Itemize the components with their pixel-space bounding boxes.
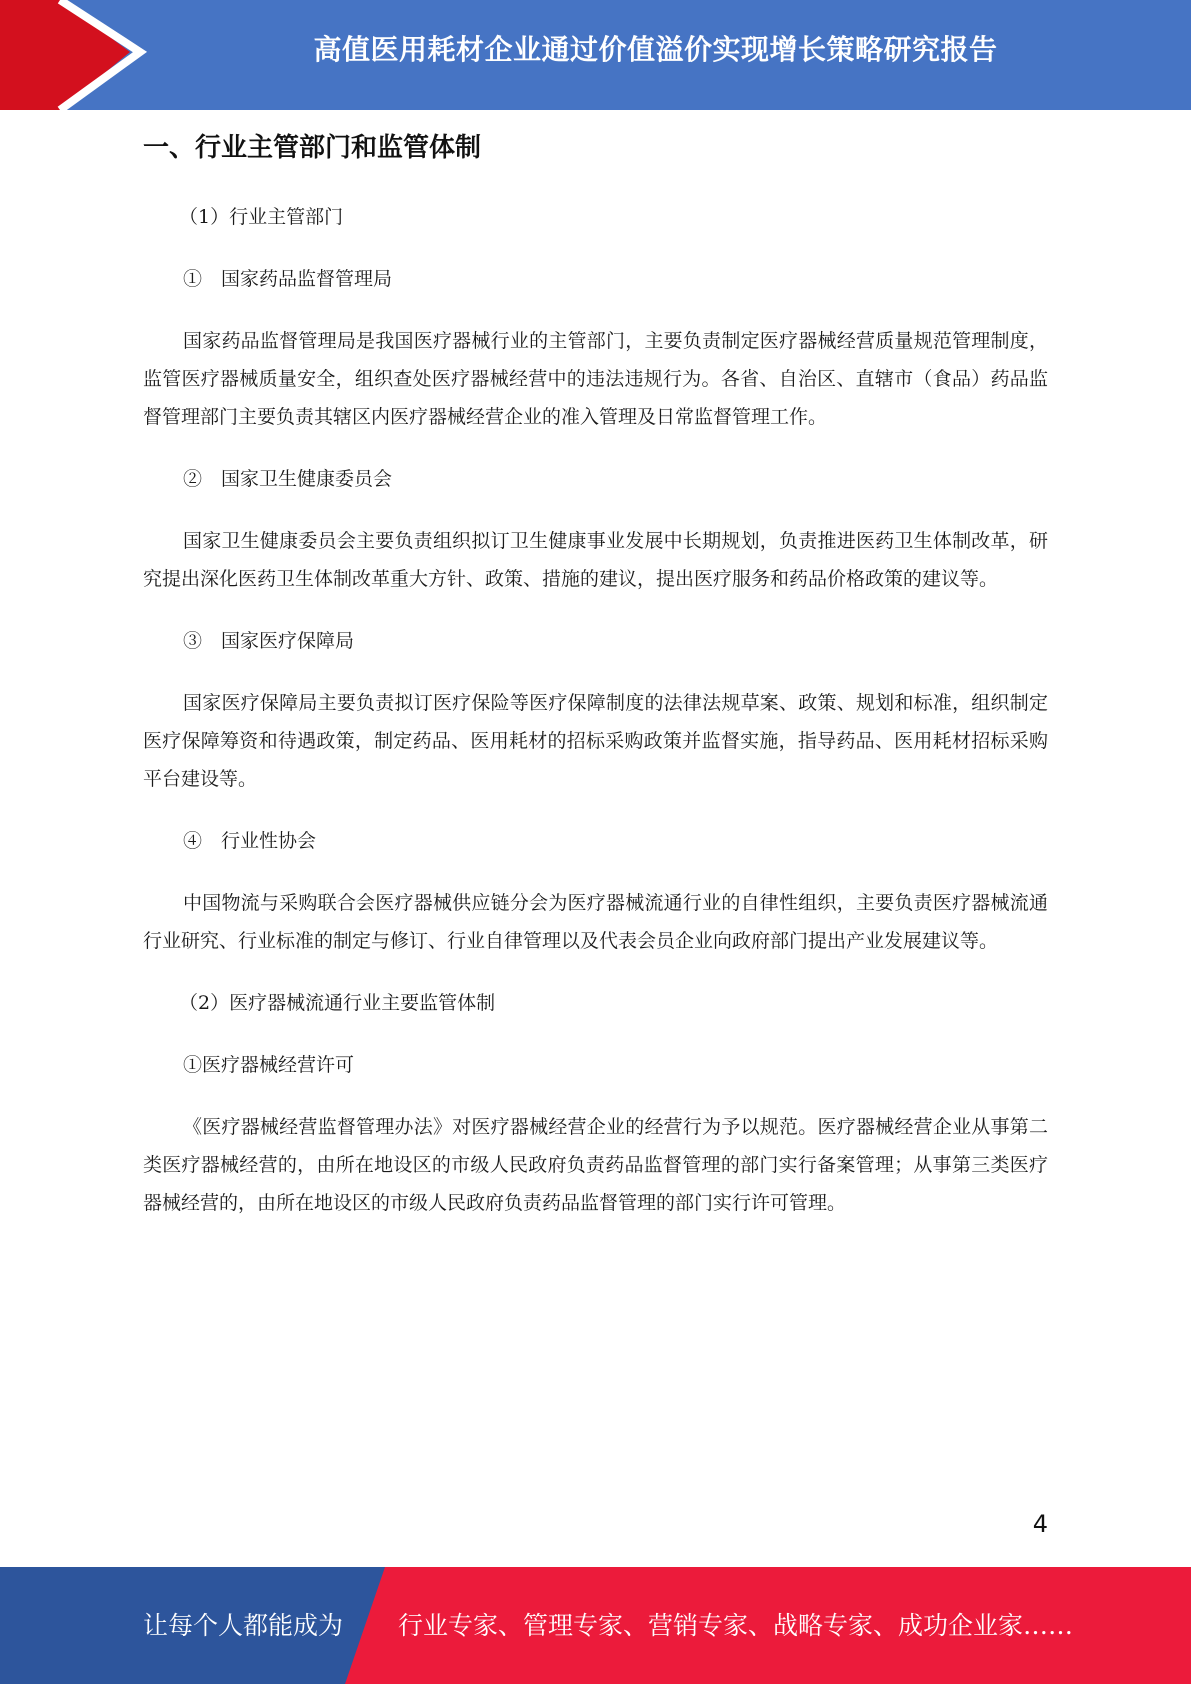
report-title: 高值医用耗材企业通过价值溢价实现增长策略研究报告: [313, 33, 998, 66]
footer-slogan-left: 让每个人都能成为: [143, 1611, 344, 1640]
report-footer: [0, 1567, 1191, 1684]
body-paragraph: 《医疗器械经营监督管理办法》对医疗器械经营企业的经营行为予以规范。医疗器械经营企业从事第二类医疗器械经营的，由所在地设区的市级人民政府负责药品监督管理的部门实行备案管理；从事第三类医疗器械经营的，由所在地设区的市级人民政府负责药品监督管理的部门实行许可管理。: [143, 1116, 1048, 1214]
list-item-heading: ③ 国家医疗保障局: [183, 630, 355, 652]
footer-slogan-right: 行业专家、管理专家、营销专家、战略专家、成功企业家……: [398, 1611, 1074, 1640]
list-item-heading: ①医疗器械经营许可: [183, 1054, 355, 1076]
section-heading: 一、行业主管部门和监管体制: [143, 133, 482, 163]
page-number: 4: [1032, 1510, 1048, 1538]
list-item-heading: ① 国家药品监督管理局: [183, 268, 393, 290]
list-item-heading: ② 国家卫生健康委员会: [183, 468, 393, 490]
body-paragraph: 国家卫生健康委员会主要负责组织拟订卫生健康事业发展中长期规划，负责推进医药卫生体制改革，研究提出深化医药卫生体制改革重大方针、政策、措施的建议，提出医疗服务和药品价格政策的建议等。: [143, 530, 1048, 590]
body-paragraph: 国家药品监督管理局是我国医疗器械行业的主管部门，主要负责制定医疗器械经营质量规范管理制度，监管医疗器械质量安全，组织查处医疗器械经营中的违法违规行为。各省、自治区、直辖市（食品）药品监督管理部门主要负责其辖区内医疗器械经营企业的准入管理及日常监督管理工作。: [143, 330, 1048, 428]
page-content: [143, 128, 1048, 1246]
body-paragraph: 中国物流与采购联合会医疗器械供应链分会为医疗器械流通行业的自律性组织，主要负责医疗器械流通行业研究、行业标准的制定与修订、行业自律管理以及代表会员企业向政府部门提出产业发展建议等。: [143, 892, 1048, 952]
subsection-heading: （1）行业主管部门: [179, 206, 344, 228]
list-item-heading: ④ 行业性协会: [183, 830, 317, 852]
report-header: [0, 0, 1191, 110]
body-paragraph: 国家医疗保障局主要负责拟订医疗保险等医疗保障制度的法律法规草案、政策、规划和标准，组织制定医疗保障筹资和待遇政策，制定药品、医用耗材的招标采购政策并监督实施，指导药品、医用耗材招标采购平台建设等。: [143, 692, 1048, 790]
subsection-heading: （2）医疗器械流通行业主要监管体制: [179, 992, 496, 1014]
